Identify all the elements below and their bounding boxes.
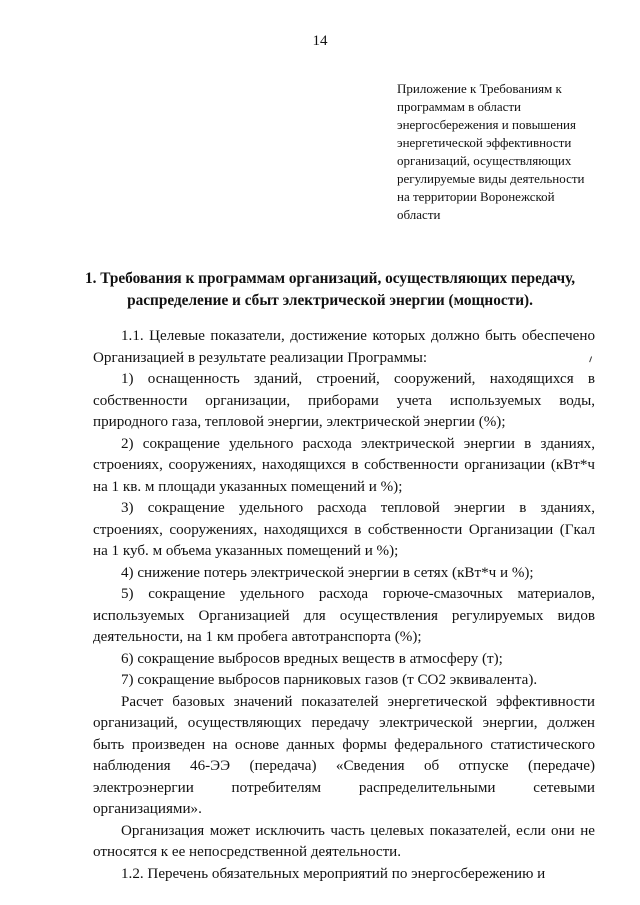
paragraph [93, 584, 595, 649]
heading-line: распределение и сбыт электрической энергии (мощности). [127, 292, 533, 309]
appendix-line: энергетической эффективности [397, 135, 572, 150]
paragraph-line: Организация может исключить часть целевых показателей, если они не [121, 822, 595, 839]
paragraph [93, 434, 595, 499]
paragraph [93, 369, 595, 434]
paragraph-line: 6) сокращение выбросов вредных веществ в атмосферу (т); [121, 650, 503, 667]
paragraph-line: строениях, сооружениях, находящихся в собственности организации (кВт*ч [93, 457, 595, 473]
paragraph-line: 3) сокращение удельного расхода тепловой энергии в зданиях, [121, 500, 595, 516]
paragraph [93, 864, 595, 886]
appendix-line: на территории Воронежской [397, 189, 555, 204]
paragraph-line: природного газа, тепловой энергии, электрической энергии (%); [93, 414, 506, 430]
paragraph [93, 692, 595, 821]
appendix-line: энергосбережения и повышения [397, 117, 576, 132]
appendix-line: организаций, осуществляющих [397, 153, 572, 168]
paragraph-line: 4) снижение потерь электрической энергии в сетях (кВт*ч и %); [121, 564, 534, 581]
section-heading [60, 268, 600, 312]
page-number: 14 [312, 33, 328, 49]
paragraph-line: Расчет базовых значений показателей энергетической эффективности [121, 693, 595, 710]
appendix-line: программам в области [397, 99, 522, 114]
paragraph-line: быть произведен на основе данных формы федерального статистического [93, 736, 595, 753]
paragraph-line: 1) оснащенность зданий, строений, сооружений, находящихся в [121, 371, 595, 387]
paragraph-line: Организацией в результате реализации Программы: [93, 349, 428, 366]
paragraph-line: электроэнергии потребителям распределительными сетевыми [93, 779, 595, 796]
heading-line: 1. Требования к программам организаций, осуществляющих передачу, [84, 270, 576, 287]
appendix-line: регулируемые виды деятельности [397, 171, 585, 186]
paragraph [93, 498, 595, 563]
paragraph [93, 821, 595, 864]
paragraph-line: организаций, осуществляющих передачу электрической энергии, должен [93, 715, 595, 731]
appendix-line: области [397, 207, 441, 222]
paragraph-line: собственности организации, приборами учета используемых воды, [93, 392, 595, 409]
appendix-line: Приложение к Требованиям к [397, 81, 562, 96]
appendix-note [397, 80, 602, 224]
paragraph-line: 7) сокращение выбросов парниковых газов (т СО2 эквивалента). [121, 672, 538, 688]
paragraph-line: используемых Организацией для осуществления регулируемых видов [93, 607, 595, 624]
paragraph-line: организациями». [93, 801, 202, 817]
paragraph-line: 1.1. Целевые показатели, достижение которых должно быть обеспечено [121, 328, 595, 344]
paragraph-line: относятся к ее непосредственной деятельности. [93, 844, 402, 860]
paragraph [93, 326, 595, 369]
paragraph-line: деятельности, на 1 км пробега автотранспорта (%); [93, 629, 422, 645]
paragraph-line: 5) сокращение удельного расхода горюче-смазочных материалов, [121, 586, 595, 602]
body-text [93, 326, 595, 885]
paragraph-line: строениях, сооружениях, находящихся в собственности Организации (Гкал [93, 521, 595, 538]
paragraph-line: 2) сокращение удельного расхода электрической энергии в зданиях, [121, 435, 595, 452]
paragraph [93, 649, 595, 671]
paragraph [93, 670, 595, 692]
paragraph-line: на 1 кв. м площади указанных помещений и %); [93, 478, 403, 495]
paragraph-line: на 1 куб. м объема указанных помещений и %); [93, 543, 399, 559]
paragraph-line: наблюдения 46-ЭЭ (передача) «Сведения об отпуске (передаче) [93, 758, 595, 774]
paragraph [93, 563, 595, 585]
paragraph-line: 1.2. Перечень обязательных мероприятий по энергосбережению и [121, 865, 546, 882]
